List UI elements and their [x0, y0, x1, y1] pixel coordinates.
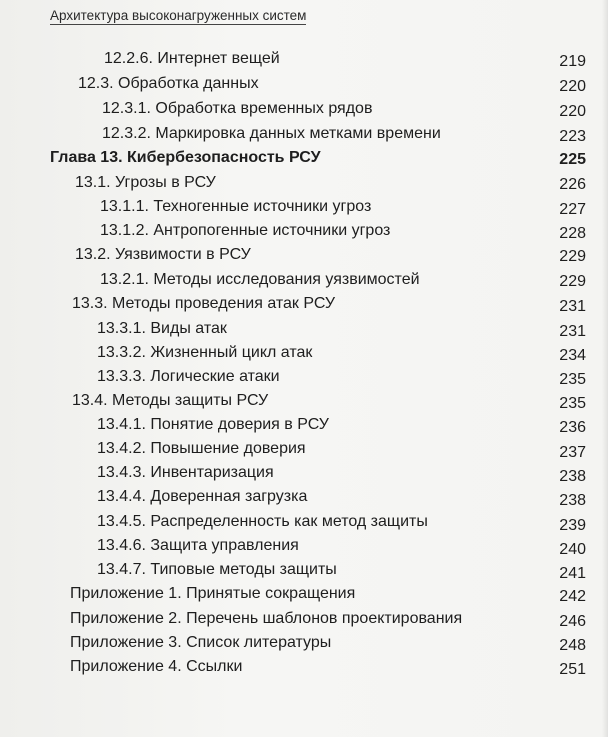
toc-entry-page: 237 — [559, 444, 586, 461]
toc-row — [0, 534, 608, 557]
toc-row — [0, 122, 608, 145]
toc-row — [0, 317, 608, 340]
toc-row — [0, 413, 608, 436]
toc-entry-label: 13.4.3. Инвентаризация — [97, 464, 274, 481]
toc-entry-page: 246 — [559, 613, 586, 630]
toc-entry-label: 12.3.2. Маркировка данных метками времени — [102, 125, 441, 142]
toc-entry-label: 13.3.2. Жизненный цикл атак — [97, 344, 313, 361]
toc-entry-page: 220 — [559, 103, 586, 120]
toc-entry-label: 13.1. Угрозы в РСУ — [75, 174, 216, 191]
toc-entry-label: 13.4.2. Повышение доверия — [97, 440, 306, 457]
toc-entry-label: 13.4.1. Понятие доверия в РСУ — [97, 416, 329, 433]
toc-row — [0, 171, 608, 194]
toc-row — [0, 485, 608, 508]
toc-row — [0, 510, 608, 533]
toc-entry-page: 238 — [559, 492, 586, 509]
toc-row — [0, 437, 608, 460]
toc-row — [0, 97, 608, 120]
toc-entry-page: 223 — [559, 128, 586, 145]
toc-entry-page: 242 — [559, 588, 586, 605]
toc-entry-page: 238 — [559, 468, 586, 485]
toc-entry-page: 235 — [559, 371, 586, 388]
toc-entry-label: 13.2.1. Методы исследования уязвимостей — [100, 271, 420, 288]
toc-entry-label: 13.4.4. Доверенная загрузка — [97, 488, 308, 505]
toc-row-chapter — [0, 146, 608, 169]
toc-entry-label: 13.4. Методы защиты РСУ — [72, 392, 269, 409]
toc-entry-label: 13.4.7. Типовые методы защиты — [97, 561, 337, 578]
toc-entry-label: 13.1.2. Антропогенные источники угроз — [100, 222, 391, 239]
toc-entry-page: 219 — [559, 53, 586, 70]
toc-row — [0, 558, 608, 581]
toc-entry-page: 229 — [559, 248, 586, 265]
toc-entry-label: Приложение 1. Принятые сокращения — [70, 585, 356, 602]
toc-entry-page: 234 — [559, 347, 586, 364]
toc-entry-label: Приложение 4. Ссылки — [70, 658, 243, 675]
toc-row — [0, 389, 608, 412]
toc-entry-page: 220 — [559, 78, 586, 95]
toc-entry-page: 241 — [559, 565, 586, 582]
toc-row-appendix — [0, 607, 608, 630]
toc-entry-page: 226 — [559, 176, 586, 193]
toc-entry-page: 229 — [559, 273, 586, 290]
toc-entry-label: 12.3. Обработка данных — [78, 75, 259, 92]
toc-entry-page: 251 — [559, 661, 586, 678]
toc-row — [0, 47, 608, 70]
toc-entry-label: Приложение 3. Список литературы — [70, 634, 332, 651]
toc-entry-label: Приложение 2. Перечень шаблонов проектирования — [70, 610, 463, 627]
toc-entry-label: 13.3.3. Логические атаки — [97, 368, 280, 385]
toc-row-appendix — [0, 582, 608, 605]
toc-entry-page: 228 — [559, 225, 586, 242]
toc-entry-label: 13.3. Методы проведения атак РСУ — [72, 295, 336, 312]
toc-row — [0, 292, 608, 315]
toc-row-appendix — [0, 631, 608, 654]
running-header: Архитектура высоконагруженных систем — [50, 8, 307, 23]
toc-entry-label: 13.4.5. Распределенность как метод защиты — [97, 513, 428, 530]
page-edge-shadow — [602, 0, 608, 737]
toc-entry-label: 13.4.6. Защита управления — [97, 537, 299, 554]
toc-row — [0, 268, 608, 291]
toc-row — [0, 72, 608, 95]
toc-entry-page: 227 — [559, 201, 586, 218]
toc-entry-label: 13.2. Уязвимости в РСУ — [75, 246, 251, 263]
toc-entry-page: 240 — [559, 541, 586, 558]
toc-entry-page: 248 — [559, 637, 586, 654]
toc-row — [0, 461, 608, 484]
toc-row — [0, 195, 608, 218]
toc-row — [0, 365, 608, 388]
toc-row-appendix — [0, 655, 608, 678]
toc-entry-label: 13.1.1. Техногенные источники угроз — [100, 198, 372, 215]
toc-row — [0, 219, 608, 242]
toc-entry-page: 239 — [559, 517, 586, 534]
toc-entry-page: 231 — [559, 323, 586, 340]
toc-entry-page: 231 — [559, 298, 586, 315]
toc-row — [0, 243, 608, 266]
toc-entry-label: 12.3.1. Обработка временных рядов — [102, 100, 373, 117]
toc-entry-page: 236 — [559, 419, 586, 436]
toc-entry-label: Глава 13. Кибербезопасность РСУ — [50, 149, 321, 166]
toc-entry-label: 12.2.6. Интернет вещей — [104, 50, 280, 67]
toc-entry-page: 235 — [559, 395, 586, 412]
toc-row — [0, 341, 608, 364]
toc-entry-label: 13.3.1. Виды атак — [97, 320, 227, 337]
toc-entry-page: 225 — [559, 151, 586, 168]
